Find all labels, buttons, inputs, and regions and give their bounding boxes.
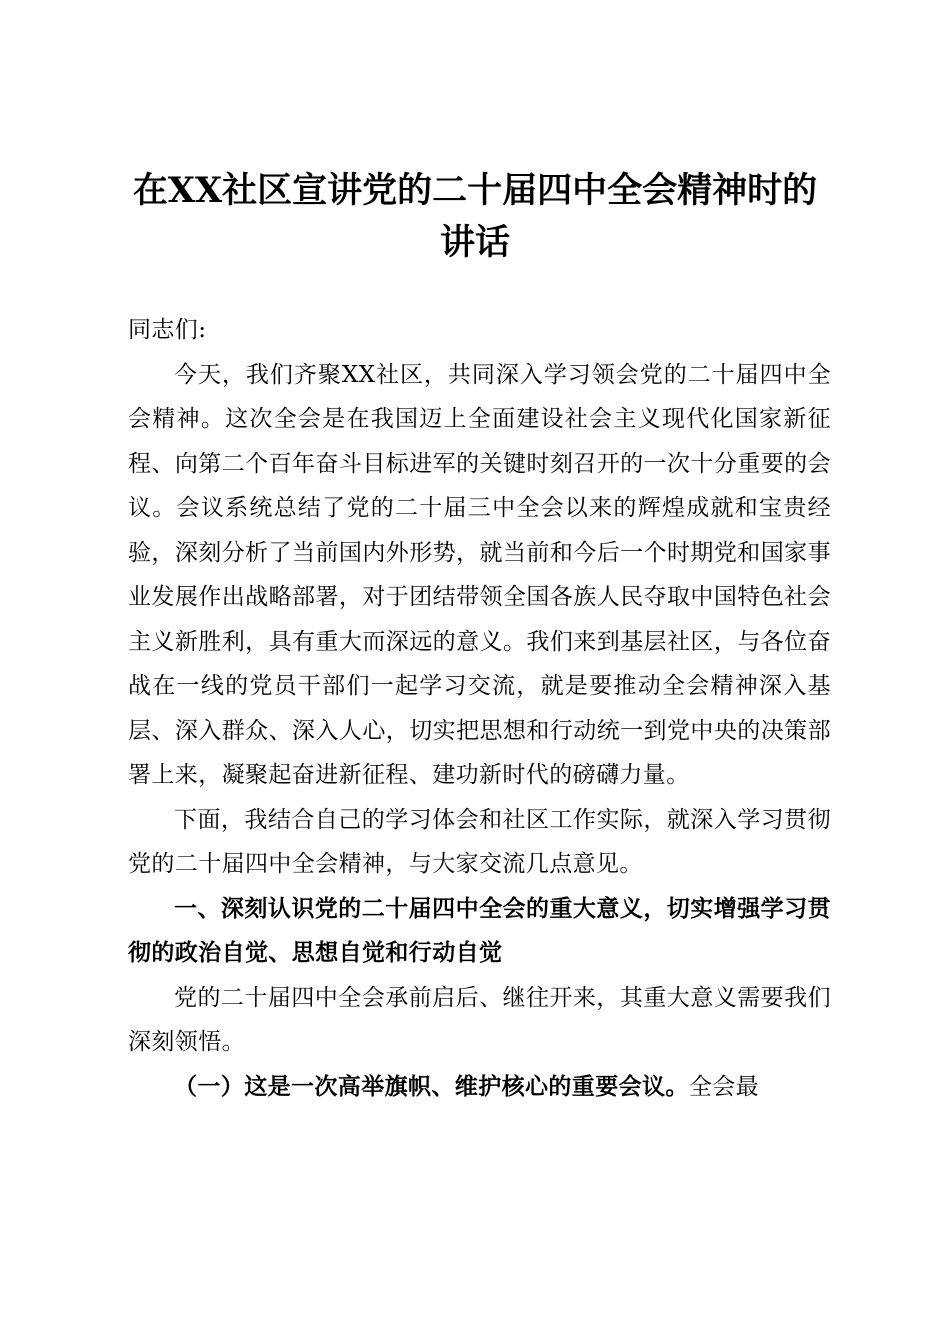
paragraph-significance: 党的二十届四中全会承前启后、继往开来，其重大意义需要我们深刻领悟。 bbox=[128, 984, 831, 1055]
section-heading-1: 一、深刻认识党的二十届四中全会的重大意义，切实增强学习贯彻的政治自觉、思想自觉和行动自觉 bbox=[128, 895, 831, 966]
paragraph-intro: 今天，我们齐聚XX社区，共同深入学习领会党的二十届四中全会精神。这次全会是在我国迈上全面建设社会主义现代化国家新征程、向第二个百年奋斗目标进军的关键时刻召开的一次十分重要的会议。会议系统总结了党的二十届三中全会以来的辉煌成就和宝贵经验，深刻分析了当前国内外形势，就当前和今后一个时期党和国家事业发展作出战略部署，对于团结带领全国各族人民夺取中国特色社会主义新胜利，具有重大而深远的意义。我们来到基层社区，与各位奋战在一线的党员干部们一起学习交流，就是要推动全会精神深入基层、深入群众、深入人心，切实把思想和行动统一到党中央的决策部署上来，凝聚起奋进新征程、建功新时代的磅礴力量。 bbox=[128, 361, 831, 788]
subsection-paragraph-1 bbox=[128, 1065, 831, 1110]
document-title: 在XX社区宣讲党的二十届四中全会精神时的讲话 bbox=[132, 170, 818, 263]
subsection-heading-1: （一）这是一次高举旗帜、维护核心的重要会议。 bbox=[174, 1072, 689, 1100]
salutation: 同志们: bbox=[128, 317, 207, 343]
document-body bbox=[128, 308, 831, 1109]
paragraph-overview: 下面，我结合自己的学习体会和社区工作实际，就深入学习贯彻党的二十届四中全会精神，与大家交流几点意见。 bbox=[128, 806, 831, 877]
subsection-text-1: 全会最 bbox=[688, 1073, 760, 1100]
